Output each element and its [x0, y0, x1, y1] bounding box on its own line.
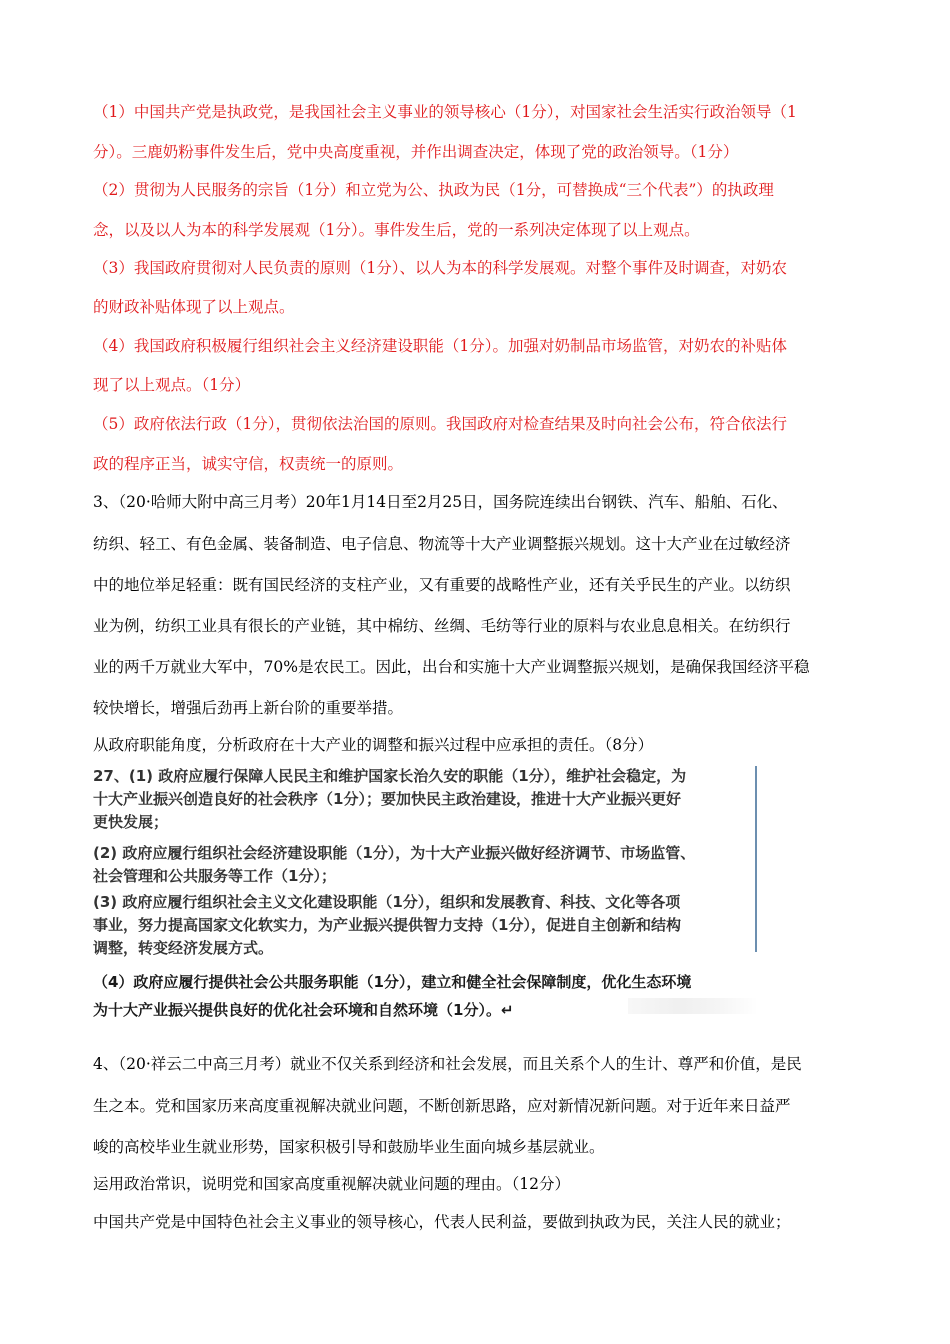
answer-line-5: （3）我国政府贯彻对人民负责的原则（1分）、以人为本的科学发展观。对整个事件及时调查，对奶农 [93, 259, 787, 277]
question4-answer-start: 中国共产党是中国特色社会主义事业的领导核心，代表人民利益，要做到执政为民，关注人民的就业； [93, 1213, 791, 1231]
question3-line-6: 较快增长，增强后劲再上新台阶的重要举措。 [93, 699, 404, 717]
scan-line-1: 27、(1) 政府应履行保障人民民主和维护国家长治久安的职能（1分），维护社会稳定，为 [93, 767, 687, 785]
answer-line-3: （2）贯彻为人民服务的宗旨（1分）和立党为公、执政为民（1分，可替换成“三个代表”）的执政理 [93, 181, 774, 199]
scan-line-10: 为十大产业振兴提供良好的优化社会环境和自然环境（1分）。↵ [93, 1001, 514, 1019]
answer-line-8: 现了以上观点。（1分） [93, 376, 251, 394]
answer-line-6: 的财政补贴体现了以上观点。 [93, 298, 295, 316]
scan-line-7: 事业，努力提高国家文化软实力，为产业振兴提供智力支持（1分），促进自主创新和结构 [93, 916, 681, 934]
scan-line-2: 十大产业振兴创造良好的社会秩序（1分）；要加快民主政治建设，推进十大产业振兴更好 [93, 790, 681, 808]
answer-line-10: 政的程序正当，诚实守信，权责统一的原则。 [93, 455, 404, 473]
scan-line-8: 调整，转变经济发展方式。 [93, 939, 274, 957]
question3-line-1: 3、（20·哈师大附中高三月考）20年1月14日至2月25日，国务院连续出台钢铁、汽车、船舶、石化、 [93, 493, 788, 511]
scan-line-3: 更快发展； [93, 813, 169, 831]
question3-prompt: 从政府职能角度，分析政府在十大产业的调整和振兴过程中应承担的责任。（8分） [93, 736, 654, 754]
question4-line-2: 生之本。党和国家历来高度重视解决就业问题，不断创新思路，应对新情况新问题。对于近年来日益严 [93, 1097, 791, 1115]
scan-line-4: (2) 政府应履行组织社会经济建设职能（1分），为十大产业振兴做好经济调节、市场监管、 [93, 844, 696, 862]
answer-line-1: （1）中国共产党是执政党，是我国社会主义事业的领导核心（1分），对国家社会生活实行政治领导（1 [93, 103, 797, 121]
scanned-answer-image [93, 762, 763, 1034]
scan-line-6: (3) 政府应履行组织社会主义文化建设职能（1分），组织和发展教育、科技、文化等各项 [93, 893, 681, 911]
scan-line-9: （4）政府应履行提供社会公共服务职能（1分），建立和健全社会保障制度，优化生态环境 [93, 973, 692, 991]
question3-line-5: 业的两千万就业大军中，70%是农民工。因此，出台和实施十大产业调整振兴规划，是确保我国经济平稳 [93, 658, 810, 676]
scan-right-border [755, 766, 757, 952]
scan-line-5: 社会管理和公共服务等工作（1分）； [93, 867, 336, 885]
question3-line-3: 中的地位举足轻重：既有国民经济的支柱产业，又有重要的战略性产业，还有关乎民生的产业。以纺织 [93, 576, 791, 594]
answer-line-4: 念，以及以人为本的科学发展观（1分）。事件发生后，党的一系列决定体现了以上观点。 [93, 221, 700, 239]
question4-line-3: 峻的高校毕业生就业形势，国家积极引导和鼓励毕业生面向城乡基层就业。 [93, 1138, 605, 1156]
question4-line-1: 4、（20·祥云二中高三月考）就业不仅关系到经济和社会发展，而且关系个人的生计、尊严和价值，是民 [93, 1055, 802, 1073]
scan-smudge [628, 998, 758, 1014]
answer-line-7: （4）我国政府积极履行组织社会主义经济建设职能（1分）。加强对奶制品市场监管，对奶农的补贴体 [93, 337, 787, 355]
question3-line-2: 纺织、轻工、有色金属、装备制造、电子信息、物流等十大产业调整振兴规划。这十大产业在过敏经济 [93, 535, 791, 553]
question3-line-4: 业为例，纺织工业具有很长的产业链，其中棉纺、丝绸、毛纺等行业的原料与农业息息相关。在纺织行 [93, 617, 791, 635]
answer-line-9: （5）政府依法行政（1分），贯彻依法治国的原则。我国政府对检查结果及时向社会公布，符合依法行 [93, 415, 787, 433]
answer-line-2: 分）。三鹿奶粉事件发生后，党中央高度重视，并作出调查决定，体现了党的政治领导。（1分） [93, 143, 739, 161]
question4-prompt: 运用政治常识，说明党和国家高度重视解决就业问题的理由。（12分） [93, 1175, 570, 1193]
